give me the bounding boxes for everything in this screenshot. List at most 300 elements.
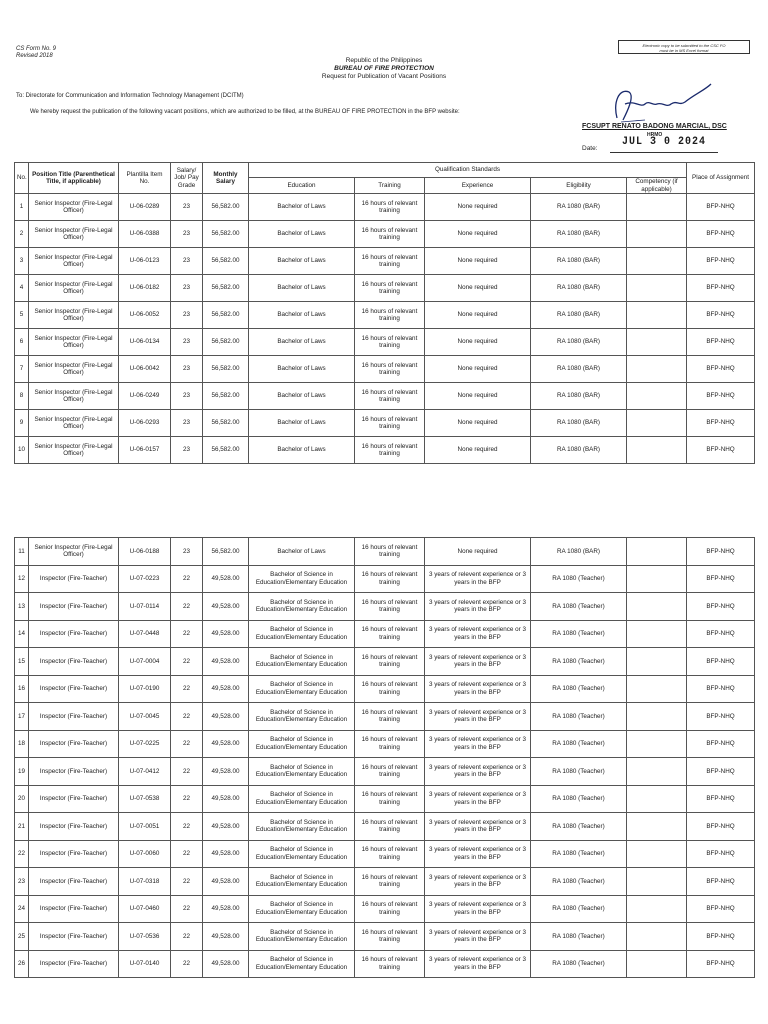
monthly-salary-cell: 49,528.00 [203, 868, 249, 896]
salary-grade-cell: 22 [171, 895, 203, 923]
place-of-assignment-cell: BFP-NHQ [687, 648, 755, 676]
place-of-assignment-cell: BFP-NHQ [687, 868, 755, 896]
table-row [15, 437, 755, 464]
table-row [15, 758, 755, 786]
eligibility-cell: RA 1080 (BAR) [531, 329, 627, 356]
place-of-assignment-cell: BFP-NHQ [687, 813, 755, 841]
experience-cell: None required [425, 221, 531, 248]
competency-cell [627, 620, 687, 648]
salary-grade-cell: 22 [171, 840, 203, 868]
table-header [15, 163, 755, 194]
education-cell: Bachelor of Science in Education/Elementary Education [249, 758, 355, 786]
education-cell: Bachelor of Science in Education/Elementary Education [249, 785, 355, 813]
experience-cell: None required [425, 356, 531, 383]
competency-cell [627, 302, 687, 329]
eligibility-cell: RA 1080 (Teacher) [531, 593, 627, 621]
salary-grade-cell: 23 [171, 329, 203, 356]
monthly-salary-cell: 49,528.00 [203, 813, 249, 841]
position-title-cell: Inspector (Fire-Teacher) [29, 785, 119, 813]
position-title-cell: Senior Inspector (Fire-Legal Officer) [29, 356, 119, 383]
monthly-salary-cell: 56,582.00 [203, 221, 249, 248]
plantilla-item-cell: U-07-0538 [119, 785, 171, 813]
eligibility-cell: RA 1080 (Teacher) [531, 620, 627, 648]
signatory-name: FCSUPT RENATO BADONG MARCIAL, DSC [582, 123, 727, 130]
education-cell: Bachelor of Science in Education/Elementary Education [249, 593, 355, 621]
education-cell: Bachelor of Science in Education/Elementary Education [249, 868, 355, 896]
position-title-cell: Inspector (Fire-Teacher) [29, 813, 119, 841]
competency-cell [627, 840, 687, 868]
position-title-cell: Senior Inspector (Fire-Legal Officer) [29, 221, 119, 248]
position-title-cell: Inspector (Fire-Teacher) [29, 593, 119, 621]
monthly-salary-cell: 49,528.00 [203, 593, 249, 621]
eligibility-cell: RA 1080 (BAR) [531, 383, 627, 410]
salary-grade-cell: 22 [171, 813, 203, 841]
place-of-assignment-cell: BFP-NHQ [687, 221, 755, 248]
place-of-assignment-cell: BFP-NHQ [687, 675, 755, 703]
training-cell: 16 hours of relevant training [355, 248, 425, 275]
salary-grade-cell: 23 [171, 194, 203, 221]
monthly-salary-cell: 49,528.00 [203, 923, 249, 951]
plantilla-item-cell: U-06-0293 [119, 410, 171, 437]
monthly-salary-cell: 49,528.00 [203, 950, 249, 978]
table-row [15, 895, 755, 923]
col-plantilla: Plantilla Item No. [119, 163, 171, 194]
eligibility-cell: RA 1080 (Teacher) [531, 758, 627, 786]
row-number-cell: 7 [15, 356, 29, 383]
position-title-cell: Senior Inspector (Fire-Legal Officer) [29, 275, 119, 302]
salary-grade-cell: 23 [171, 538, 203, 566]
table-row [15, 648, 755, 676]
training-cell: 16 hours of relevant training [355, 730, 425, 758]
competency-cell [627, 248, 687, 275]
row-number-cell: 4 [15, 275, 29, 302]
position-title-cell: Senior Inspector (Fire-Legal Officer) [29, 437, 119, 464]
place-of-assignment-cell: BFP-NHQ [687, 895, 755, 923]
place-of-assignment-cell: BFP-NHQ [687, 194, 755, 221]
col-grade: Salary/ Job/ Pay Grade [171, 163, 203, 194]
document-header [0, 57, 768, 81]
competency-cell [627, 923, 687, 951]
experience-cell: 3 years of relevent experience or 3 years in the BFP [425, 565, 531, 593]
position-title-cell: Senior Inspector (Fire-Legal Officer) [29, 538, 119, 566]
eligibility-cell: RA 1080 (BAR) [531, 221, 627, 248]
eligibility-cell: RA 1080 (Teacher) [531, 730, 627, 758]
form-number-label: CS Form No. 9 [16, 46, 57, 52]
salary-grade-cell: 23 [171, 248, 203, 275]
table-row [15, 840, 755, 868]
training-cell: 16 hours of relevant training [355, 410, 425, 437]
place-of-assignment-cell: BFP-NHQ [687, 923, 755, 951]
education-cell: Bachelor of Science in Education/Elementary Education [249, 923, 355, 951]
table-row [15, 703, 755, 731]
table-row [15, 868, 755, 896]
education-cell: Bachelor of Science in Education/Elementary Education [249, 730, 355, 758]
place-of-assignment-cell: BFP-NHQ [687, 329, 755, 356]
position-title-cell: Senior Inspector (Fire-Legal Officer) [29, 302, 119, 329]
training-cell: 16 hours of relevant training [355, 758, 425, 786]
position-title-cell: Senior Inspector (Fire-Legal Officer) [29, 329, 119, 356]
eligibility-cell: RA 1080 (BAR) [531, 275, 627, 302]
table-row [15, 785, 755, 813]
monthly-salary-cell: 49,528.00 [203, 648, 249, 676]
competency-cell [627, 356, 687, 383]
place-of-assignment-cell: BFP-NHQ [687, 785, 755, 813]
experience-cell: 3 years of relevent experience or 3 years in the BFP [425, 923, 531, 951]
competency-cell [627, 703, 687, 731]
row-number-cell: 12 [15, 565, 29, 593]
eligibility-cell: RA 1080 (Teacher) [531, 868, 627, 896]
salary-grade-cell: 22 [171, 950, 203, 978]
place-of-assignment-cell: BFP-NHQ [687, 758, 755, 786]
plantilla-item-cell: U-06-0134 [119, 329, 171, 356]
monthly-salary-cell: 49,528.00 [203, 730, 249, 758]
col-salary: Monthly Salary [203, 163, 249, 194]
competency-cell [627, 565, 687, 593]
training-cell: 16 hours of relevant training [355, 437, 425, 464]
experience-cell: None required [425, 329, 531, 356]
plantilla-item-cell: U-07-0412 [119, 758, 171, 786]
monthly-salary-cell: 49,528.00 [203, 785, 249, 813]
competency-cell [627, 538, 687, 566]
monthly-salary-cell: 49,528.00 [203, 675, 249, 703]
row-number-cell: 8 [15, 383, 29, 410]
experience-cell: 3 years of relevent experience or 3 years in the BFP [425, 730, 531, 758]
experience-cell: 3 years of relevent experience or 3 years in the BFP [425, 675, 531, 703]
salary-grade-cell: 23 [171, 275, 203, 302]
plantilla-item-cell: U-06-0188 [119, 538, 171, 566]
position-title-cell: Inspector (Fire-Teacher) [29, 565, 119, 593]
education-cell: Bachelor of Laws [249, 538, 355, 566]
position-title-cell: Inspector (Fire-Teacher) [29, 675, 119, 703]
monthly-salary-cell: 49,528.00 [203, 565, 249, 593]
request-statement: We hereby request the publication of the following vacant positions, which are authorized to be filled, at the BUREAU OF FIRE PROTECTION in the BFP website: [30, 109, 460, 115]
training-cell: 16 hours of relevant training [355, 703, 425, 731]
place-of-assignment-cell: BFP-NHQ [687, 356, 755, 383]
training-cell: 16 hours of relevant training [355, 329, 425, 356]
education-cell: Bachelor of Science in Education/Elementary Education [249, 840, 355, 868]
table-row [15, 593, 755, 621]
addressee-line: To: Directorate for Communication and Information Technology Management (DCITM) [16, 93, 244, 99]
training-cell: 16 hours of relevant training [355, 302, 425, 329]
plantilla-item-cell: U-07-0318 [119, 868, 171, 896]
plantilla-item-cell: U-07-0114 [119, 593, 171, 621]
monthly-salary-cell: 49,528.00 [203, 895, 249, 923]
experience-cell: 3 years of relevent experience or 3 years in the BFP [425, 868, 531, 896]
education-cell: Bachelor of Science in Education/Elementary Education [249, 813, 355, 841]
salary-grade-cell: 23 [171, 410, 203, 437]
plantilla-item-cell: U-06-0052 [119, 302, 171, 329]
col-eligibility: Eligibility [531, 178, 627, 194]
education-cell: Bachelor of Laws [249, 248, 355, 275]
education-cell: Bachelor of Science in Education/Elementary Education [249, 620, 355, 648]
training-cell: 16 hours of relevant training [355, 648, 425, 676]
row-number-cell: 6 [15, 329, 29, 356]
competency-cell [627, 383, 687, 410]
experience-cell: 3 years of relevent experience or 3 years in the BFP [425, 813, 531, 841]
salary-grade-cell: 22 [171, 620, 203, 648]
experience-cell: None required [425, 275, 531, 302]
experience-cell: 3 years of relevent experience or 3 years in the BFP [425, 703, 531, 731]
place-of-assignment-cell: BFP-NHQ [687, 565, 755, 593]
date-label: Date: [582, 145, 598, 152]
training-cell: 16 hours of relevant training [355, 923, 425, 951]
salary-grade-cell: 23 [171, 383, 203, 410]
education-cell: Bachelor of Science in Education/Elementary Education [249, 648, 355, 676]
plantilla-item-cell: U-07-0536 [119, 923, 171, 951]
education-cell: Bachelor of Science in Education/Elementary Education [249, 950, 355, 978]
salary-grade-cell: 22 [171, 868, 203, 896]
place-of-assignment-cell: BFP-NHQ [687, 302, 755, 329]
row-number-cell: 18 [15, 730, 29, 758]
position-title-cell: Inspector (Fire-Teacher) [29, 648, 119, 676]
experience-cell: 3 years of relevent experience or 3 years in the BFP [425, 950, 531, 978]
row-number-cell: 1 [15, 194, 29, 221]
education-cell: Bachelor of Laws [249, 194, 355, 221]
education-cell: Bachelor of Laws [249, 356, 355, 383]
training-cell: 16 hours of relevant training [355, 813, 425, 841]
experience-cell: 3 years of relevent experience or 3 years in the BFP [425, 758, 531, 786]
place-of-assignment-cell: BFP-NHQ [687, 730, 755, 758]
monthly-salary-cell: 56,582.00 [203, 437, 249, 464]
row-number-cell: 22 [15, 840, 29, 868]
eligibility-cell: RA 1080 (Teacher) [531, 840, 627, 868]
monthly-salary-cell: 56,582.00 [203, 410, 249, 437]
place-of-assignment-cell: BFP-NHQ [687, 620, 755, 648]
eligibility-cell: RA 1080 (Teacher) [531, 703, 627, 731]
salary-grade-cell: 22 [171, 785, 203, 813]
form-revision-label: Revised 2018 [16, 53, 53, 59]
plantilla-item-cell: U-07-0460 [119, 895, 171, 923]
position-title-cell: Senior Inspector (Fire-Legal Officer) [29, 383, 119, 410]
competency-cell [627, 648, 687, 676]
salary-grade-cell: 22 [171, 923, 203, 951]
row-number-cell: 13 [15, 593, 29, 621]
competency-cell [627, 275, 687, 302]
plantilla-item-cell: U-06-0157 [119, 437, 171, 464]
plantilla-item-cell: U-07-0004 [119, 648, 171, 676]
stamp-date: JUL 3 0 2024 [622, 136, 707, 149]
row-number-cell: 15 [15, 648, 29, 676]
eligibility-cell: RA 1080 (BAR) [531, 194, 627, 221]
electronic-note-line2: must be in MS Excel format [659, 48, 709, 53]
handwritten-signature [605, 82, 715, 126]
education-cell: Bachelor of Laws [249, 302, 355, 329]
table-row [15, 730, 755, 758]
position-title-cell: Inspector (Fire-Teacher) [29, 868, 119, 896]
eligibility-cell: RA 1080 (BAR) [531, 248, 627, 275]
education-cell: Bachelor of Science in Education/Elementary Education [249, 703, 355, 731]
row-number-cell: 25 [15, 923, 29, 951]
plantilla-item-cell: U-06-0249 [119, 383, 171, 410]
training-cell: 16 hours of relevant training [355, 356, 425, 383]
competency-cell [627, 895, 687, 923]
table-row [15, 950, 755, 978]
electronic-copy-note [618, 40, 750, 54]
salary-grade-cell: 23 [171, 356, 203, 383]
salary-grade-cell: 22 [171, 703, 203, 731]
education-cell: Bachelor of Laws [249, 221, 355, 248]
position-title-cell: Inspector (Fire-Teacher) [29, 923, 119, 951]
experience-cell: 3 years of relevent experience or 3 years in the BFP [425, 895, 531, 923]
row-number-cell: 26 [15, 950, 29, 978]
position-title-cell: Senior Inspector (Fire-Legal Officer) [29, 410, 119, 437]
experience-cell: None required [425, 410, 531, 437]
experience-cell: None required [425, 437, 531, 464]
experience-cell: None required [425, 302, 531, 329]
salary-grade-cell: 23 [171, 437, 203, 464]
table-row [15, 538, 755, 566]
place-of-assignment-cell: BFP-NHQ [687, 950, 755, 978]
salary-grade-cell: 22 [171, 565, 203, 593]
eligibility-cell: RA 1080 (Teacher) [531, 895, 627, 923]
salary-grade-cell: 22 [171, 593, 203, 621]
experience-cell: 3 years of relevent experience or 3 years in the BFP [425, 785, 531, 813]
position-title-cell: Senior Inspector (Fire-Legal Officer) [29, 248, 119, 275]
col-qualification: Qualification Standards [249, 163, 687, 178]
col-competency: Competency (if applicable) [627, 178, 687, 194]
eligibility-cell: RA 1080 (Teacher) [531, 923, 627, 951]
monthly-salary-cell: 56,582.00 [203, 329, 249, 356]
table-row [15, 248, 755, 275]
training-cell: 16 hours of relevant training [355, 868, 425, 896]
place-of-assignment-cell: BFP-NHQ [687, 383, 755, 410]
plantilla-item-cell: U-06-0182 [119, 275, 171, 302]
eligibility-cell: RA 1080 (BAR) [531, 410, 627, 437]
place-of-assignment-cell: BFP-NHQ [687, 703, 755, 731]
eligibility-cell: RA 1080 (Teacher) [531, 648, 627, 676]
col-position: Position Title (Parenthetical Title, if applicable) [29, 163, 119, 194]
row-number-cell: 17 [15, 703, 29, 731]
eligibility-cell: RA 1080 (Teacher) [531, 565, 627, 593]
experience-cell: None required [425, 538, 531, 566]
education-cell: Bachelor of Science in Education/Elementary Education [249, 895, 355, 923]
position-title-cell: Inspector (Fire-Teacher) [29, 895, 119, 923]
experience-cell: 3 years of relevent experience or 3 years in the BFP [425, 593, 531, 621]
competency-cell [627, 868, 687, 896]
row-number-cell: 19 [15, 758, 29, 786]
education-cell: Bachelor of Laws [249, 383, 355, 410]
eligibility-cell: RA 1080 (Teacher) [531, 950, 627, 978]
plantilla-item-cell: U-07-0223 [119, 565, 171, 593]
competency-cell [627, 813, 687, 841]
plantilla-item-cell: U-07-0448 [119, 620, 171, 648]
col-experience: Experience [425, 178, 531, 194]
row-number-cell: 5 [15, 302, 29, 329]
table-body-page1 [15, 194, 755, 464]
training-cell: 16 hours of relevant training [355, 221, 425, 248]
col-training: Training [355, 178, 425, 194]
salary-grade-cell: 22 [171, 730, 203, 758]
table-row [15, 302, 755, 329]
place-of-assignment-cell: BFP-NHQ [687, 840, 755, 868]
competency-cell [627, 785, 687, 813]
table-row [15, 329, 755, 356]
training-cell: 16 hours of relevant training [355, 840, 425, 868]
education-cell: Bachelor of Laws [249, 275, 355, 302]
table-row [15, 923, 755, 951]
education-cell: Bachelor of Science in Education/Elementary Education [249, 675, 355, 703]
row-number-cell: 24 [15, 895, 29, 923]
place-of-assignment-cell: BFP-NHQ [687, 538, 755, 566]
experience-cell: 3 years of relevent experience or 3 years in the BFP [425, 620, 531, 648]
competency-cell [627, 329, 687, 356]
monthly-salary-cell: 49,528.00 [203, 840, 249, 868]
monthly-salary-cell: 56,582.00 [203, 302, 249, 329]
eligibility-cell: RA 1080 (BAR) [531, 356, 627, 383]
eligibility-cell: RA 1080 (BAR) [531, 437, 627, 464]
table-row [15, 675, 755, 703]
competency-cell [627, 194, 687, 221]
table-row [15, 813, 755, 841]
plantilla-item-cell: U-07-0140 [119, 950, 171, 978]
training-cell: 16 hours of relevant training [355, 895, 425, 923]
vacancy-table-page2 [14, 537, 755, 978]
plantilla-item-cell: U-07-0225 [119, 730, 171, 758]
row-number-cell: 10 [15, 437, 29, 464]
salary-grade-cell: 22 [171, 758, 203, 786]
salary-grade-cell: 23 [171, 302, 203, 329]
education-cell: Bachelor of Science in Education/Elementary Education [249, 565, 355, 593]
training-cell: 16 hours of relevant training [355, 538, 425, 566]
table-row [15, 275, 755, 302]
training-cell: 16 hours of relevant training [355, 950, 425, 978]
plantilla-item-cell: U-06-0042 [119, 356, 171, 383]
monthly-salary-cell: 56,582.00 [203, 356, 249, 383]
agency-name: BUREAU OF FIRE PROTECTION [334, 65, 434, 72]
competency-cell [627, 758, 687, 786]
training-cell: 16 hours of relevant training [355, 785, 425, 813]
monthly-salary-cell: 56,582.00 [203, 275, 249, 302]
position-title-cell: Inspector (Fire-Teacher) [29, 840, 119, 868]
experience-cell: None required [425, 248, 531, 275]
plantilla-item-cell: U-06-0123 [119, 248, 171, 275]
competency-cell [627, 730, 687, 758]
plantilla-item-cell: U-07-0060 [119, 840, 171, 868]
col-education: Education [249, 178, 355, 194]
row-number-cell: 23 [15, 868, 29, 896]
training-cell: 16 hours of relevant training [355, 383, 425, 410]
monthly-salary-cell: 56,582.00 [203, 538, 249, 566]
plantilla-item-cell: U-06-0388 [119, 221, 171, 248]
training-cell: 16 hours of relevant training [355, 565, 425, 593]
table-row [15, 620, 755, 648]
education-cell: Bachelor of Laws [249, 329, 355, 356]
col-place: Place of Assignment [687, 163, 755, 194]
table-body-page2 [15, 538, 755, 978]
page-break [0, 508, 768, 509]
monthly-salary-cell: 49,528.00 [203, 620, 249, 648]
salary-grade-cell: 23 [171, 221, 203, 248]
document-title: Request for Publication of Vacant Positions [321, 73, 447, 80]
row-number-cell: 21 [15, 813, 29, 841]
position-title-cell: Inspector (Fire-Teacher) [29, 730, 119, 758]
training-cell: 16 hours of relevant training [355, 620, 425, 648]
eligibility-cell: RA 1080 (BAR) [531, 302, 627, 329]
position-title-cell: Inspector (Fire-Teacher) [29, 950, 119, 978]
experience-cell: 3 years of relevent experience or 3 years in the BFP [425, 648, 531, 676]
competency-cell [627, 410, 687, 437]
eligibility-cell: RA 1080 (Teacher) [531, 785, 627, 813]
stamp-office: HRMO [647, 132, 663, 138]
date-underline [610, 152, 718, 153]
row-number-cell: 11 [15, 538, 29, 566]
row-number-cell: 9 [15, 410, 29, 437]
plantilla-item-cell: U-07-0051 [119, 813, 171, 841]
eligibility-cell: RA 1080 (Teacher) [531, 675, 627, 703]
experience-cell: None required [425, 383, 531, 410]
education-cell: Bachelor of Laws [249, 410, 355, 437]
place-of-assignment-cell: BFP-NHQ [687, 275, 755, 302]
